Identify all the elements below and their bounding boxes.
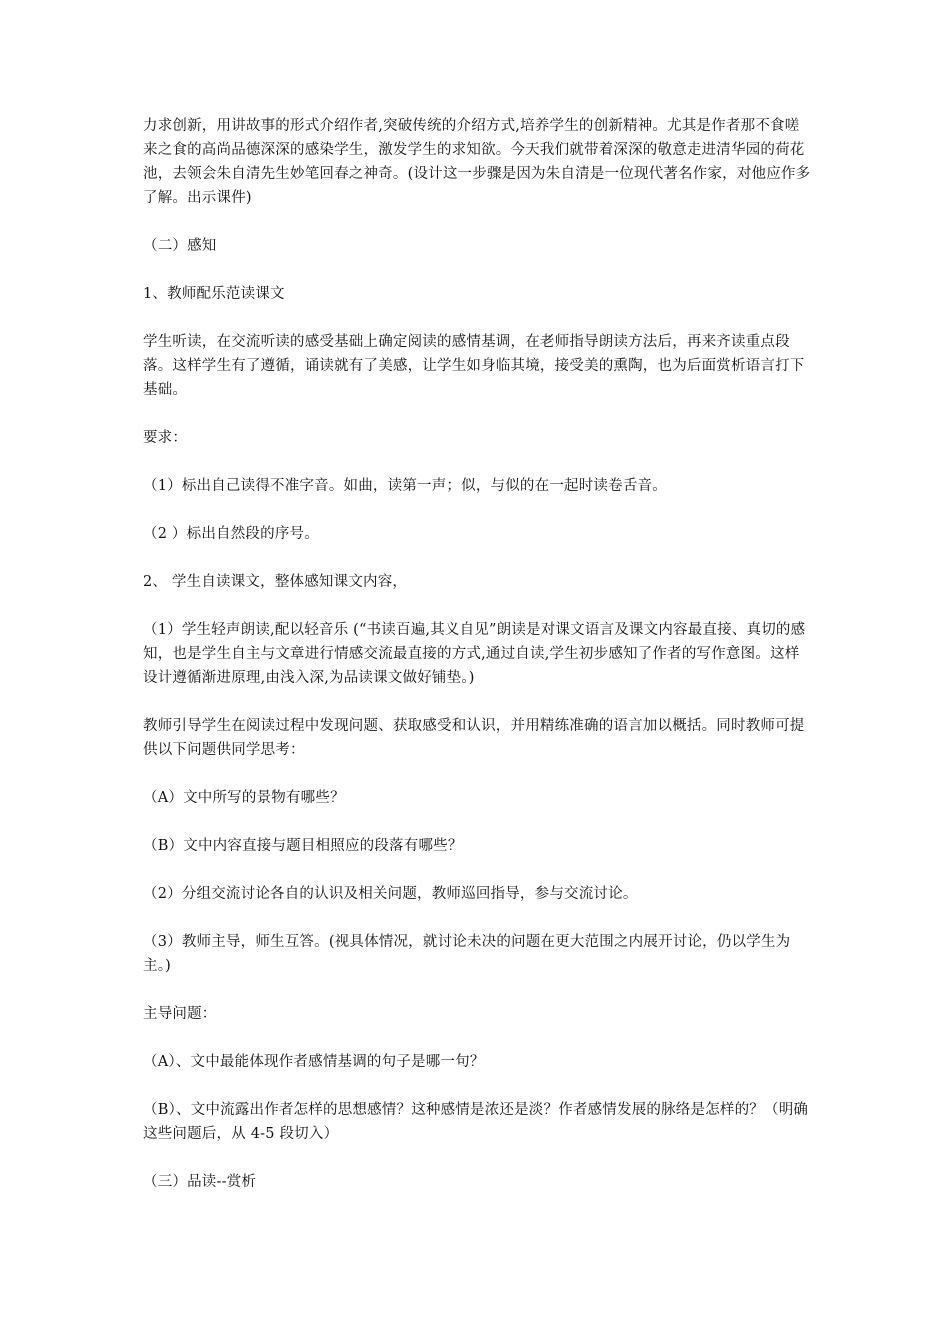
paragraph-quiet-reading: （1）学生轻声朗读,配以轻音乐 (“书读百遍,其义自见”朗读是对课文语言及课文内容最直接、真切的感知，也是学生自主与文章进行情感交流最直接的方式,通过自读,学生初步感知了作者的写作意图。这样设计遵循渐进原理,由浅入深,为品读课文做好铺垫。) <box>143 622 806 686</box>
paragraph-group-discussion: （2）分组交流讨论各自的认识及相关问题，教师巡回指导，参与交流讨论。 <box>143 886 638 902</box>
paragraph-teacher-guidance: 教师引导学生在阅读过程中发现问题、获取感受和认识，并用精练准确的语言加以概括。同时教师可提供以下问题供同学思考： <box>143 718 805 758</box>
requirement-1: （1）标出自己读得不准字音。如曲，读第一声；似，与似的在一起时读卷舌音。 <box>143 478 667 494</box>
requirement-2: （2 ）标出自然段的序号。 <box>143 526 319 542</box>
main-question-a: （A）、文中最能体现作者感情基调的句子是哪一句？ <box>143 1054 485 1070</box>
paragraph-teacher-led: （3）教师主导，师生互答。(视具体情况，就讨论未决的问题在更大范围之内展开讨论，仍以学生为主。) <box>143 934 791 974</box>
section-heading-perception: （二）感知 <box>143 238 217 254</box>
main-question-b: （B）、文中流露出作者怎样的思想感情？这种感情是浓还是淡？作者感情发展的脉络是怎样的？（明确这些问题后，从 4-5 段切入） <box>143 1102 809 1142</box>
main-questions-label: 主导问题： <box>143 1006 217 1022</box>
section-heading-appreciation: （三）品读--赏析 <box>143 1174 257 1190</box>
paragraph-student-listening: 学生听读，在交流听读的感受基础上确定阅读的感情基调，在老师指导朗读方法后，再来齐读重点段落。这样学生有了遵循，诵读就有了美感，让学生如身临其境，接受美的熏陶，也为后面赏析语言打下基础。 <box>143 334 805 398</box>
question-a: （A）文中所写的景物有哪些？ <box>143 790 345 806</box>
document-body <box>143 114 813 1218</box>
paragraph-intro: 力求创新，用讲故事的形式介绍作者,突破传统的介绍方式,培养学生的创新精神。尤其是作者那不食嗟来之食的高尚品德深深的感染学生，激发学生的求知欲。今天我们就带着深深的敬意走进清华园的荷花池，去领会朱自清先生妙笔回春之神奇。(设计这一步骤是因为朱自清是一位现代著名作家，对他应作多了解。出示课件) <box>143 118 811 206</box>
question-b: （B）文中内容直接与题目相照应的段落有哪些？ <box>143 838 463 854</box>
requirements-label: 要求： <box>143 430 188 446</box>
step-teacher-reading: 1、教师配乐范读课文 <box>143 286 285 302</box>
step-self-reading: 2、 学生自读课文，整体感知课文内容， <box>143 574 408 590</box>
